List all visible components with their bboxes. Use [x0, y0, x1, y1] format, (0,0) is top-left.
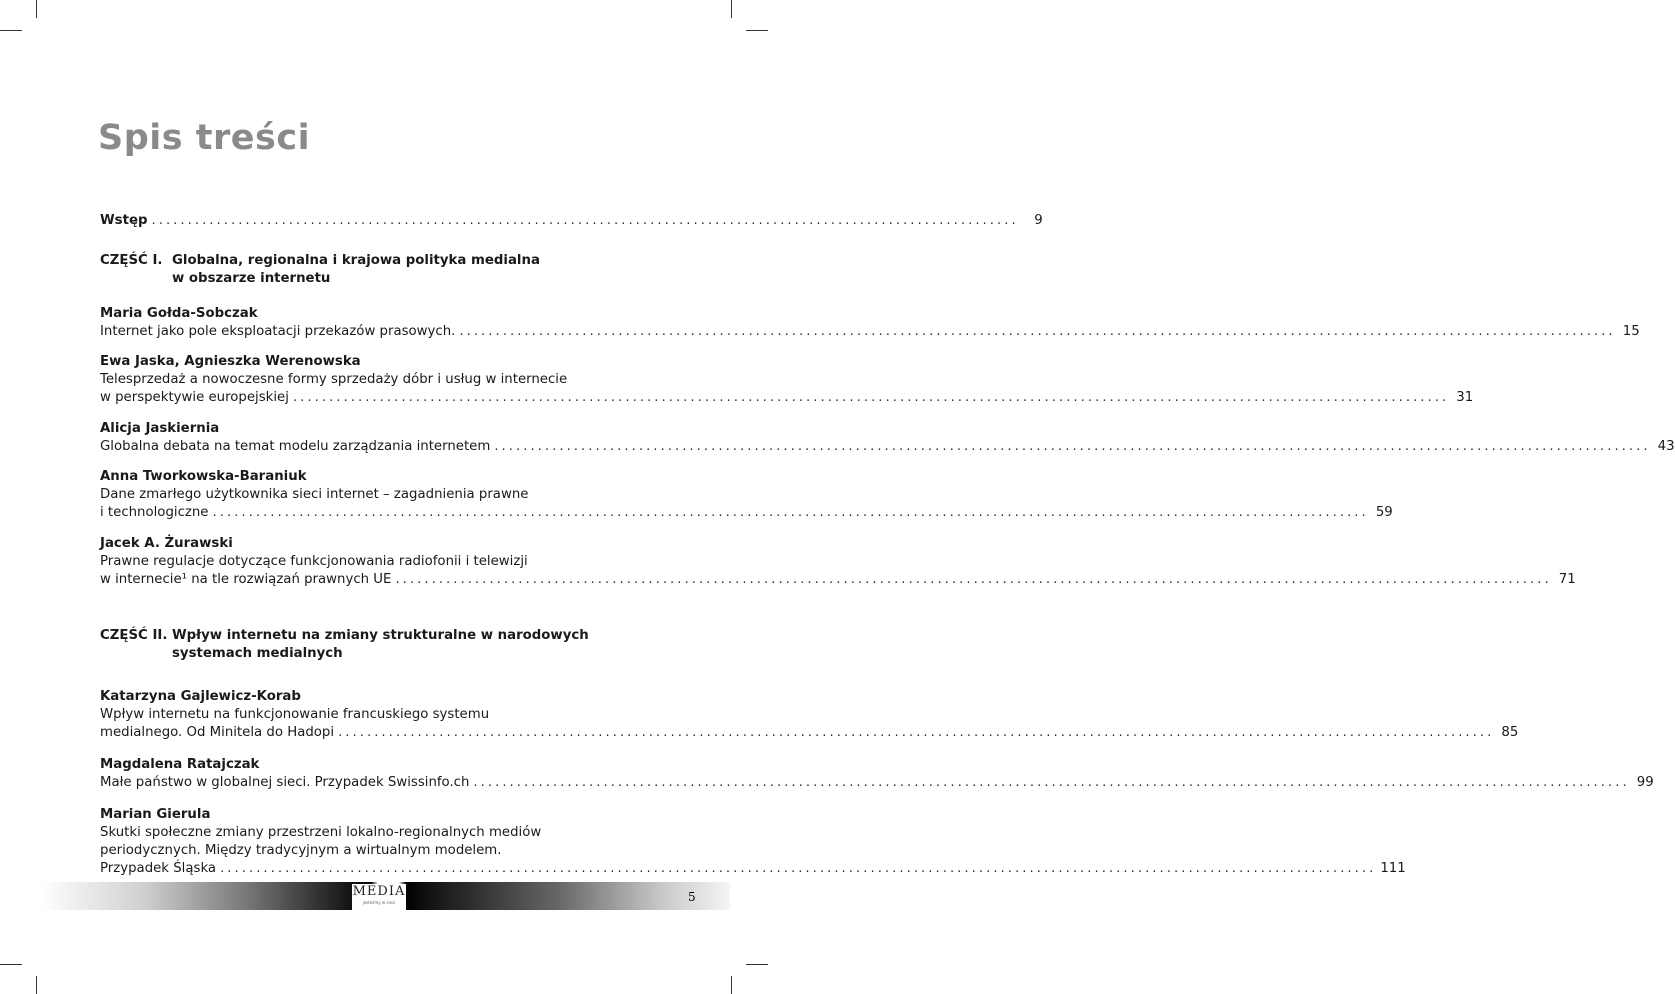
intro-label: Wstęp [100, 213, 148, 228]
page-number: 111 [1380, 861, 1406, 876]
part-heading [100, 252, 540, 288]
entry-author: Anna Tworkowska-Baraniuk [100, 469, 307, 484]
part-label: CZĘŚĆ I. [100, 253, 163, 268]
crop-mark [0, 30, 22, 31]
logo-word: MEDIA [352, 884, 406, 899]
entry-author: Maria Gołda-Sobczak [100, 306, 258, 321]
part-label: CZĘŚĆ II. [100, 628, 168, 643]
entry-author: Magdalena Ratajczak [100, 757, 260, 772]
entry-title-line: w perspektywie europejskiej [100, 390, 289, 405]
crop-mark [36, 0, 37, 18]
crop-mark [36, 976, 37, 994]
entry-title-line: Przypadek Śląska [100, 861, 217, 876]
page-number: 9 [1034, 213, 1043, 228]
leader-dots: ................................................................................................................................................................ [292, 390, 1450, 405]
crop-mark [731, 976, 732, 994]
leader-dots: ................................................................................................................................................................ [473, 775, 1630, 790]
crop-mark [0, 964, 22, 965]
page-title: Spis treści [98, 118, 311, 158]
toc-entry[interactable] [100, 305, 1640, 341]
entry-title-line: Globalna debata na temat modelu zarządzania internetem [100, 439, 491, 454]
page-number: 59 [1375, 505, 1393, 520]
leader-dots: ........................................................................................................................ [151, 213, 1019, 228]
page-number: 99 [1636, 775, 1654, 790]
entry-title-line: w internecie¹ na tle rozwiązań prawnych UE [100, 572, 392, 587]
entry-title-line: Małe państwo w globalnej sieci. Przypadek Swissinfo.ch [100, 775, 470, 790]
page-number-footer: 5 [688, 890, 696, 904]
toc-entry[interactable] [100, 806, 1406, 878]
leader-dots: ................................................................................................................................................................ [212, 505, 1369, 520]
toc-entry[interactable] [100, 353, 1474, 407]
entry-author: Jacek A. Żurawski [100, 536, 233, 551]
journal-logo [352, 884, 406, 910]
entry-title-line: i technologiczne [100, 505, 209, 520]
crop-mark [746, 964, 768, 965]
crop-mark [746, 30, 768, 31]
entry-author: Marian Gierula [100, 807, 211, 822]
toc-entry[interactable] [100, 688, 1519, 742]
toc-intro [100, 212, 1043, 230]
part-title-line: Wpływ internetu na zmiany strukturalne w narodowych [172, 628, 589, 643]
entry-title-line: Prawne regulacje dotyczące funkcjonowania radiofonii i telewizji [100, 554, 528, 569]
page-number: 85 [1501, 725, 1519, 740]
leader-dots: ................................................................................................................................................................ [459, 324, 1616, 339]
entry-title-line: Internet jako pole eksploatacji przekazów prasowych. [100, 324, 456, 339]
entry-title-line: Dane zmarłego użytkownika sieci internet – zagadnienia prawne [100, 487, 529, 502]
leader-dots: ................................................................................................................................................................ [338, 725, 1495, 740]
toc-entry[interactable] [100, 535, 1576, 589]
leader-dots: ................................................................................................................................................................ [395, 572, 1552, 587]
entry-title-line: periodycznych. Między tradycyjnym a wirtualnym modelem. [100, 843, 502, 858]
page-number: 43 [1657, 439, 1675, 454]
toc-entry[interactable] [100, 420, 1675, 456]
entry-author: Ewa Jaska, Agnieszka Werenowska [100, 354, 361, 369]
page-number: 31 [1456, 390, 1474, 405]
entry-title-line: Wpływ internetu na funkcjonowanie francuskiego systemu [100, 707, 490, 722]
crop-mark [731, 0, 732, 18]
leader-dots: ................................................................................................................................................................ [494, 439, 1651, 454]
part-title-line: Globalna, regionalna i krajowa polityka medialna [172, 253, 540, 268]
entry-title-line: Telesprzedaż a nowoczesne formy sprzedaży dóbr i usług w internecie [100, 372, 568, 387]
page-number: 71 [1558, 572, 1576, 587]
page-number: 15 [1622, 324, 1640, 339]
part-title-line: systemach medialnych [172, 646, 343, 661]
part-title-line: w obszarze internetu [172, 271, 331, 286]
entry-title-line: Skutki społeczne zmiany przestrzeni lokalno-regionalnych mediów [100, 825, 542, 840]
part-heading [100, 627, 589, 663]
leader-dots: ................................................................................................................................................................ [220, 861, 1377, 876]
entry-title-line: medialnego. Od Minitela do Hadopi [100, 725, 335, 740]
logo-subtitle: jesteśmy w sieci [362, 900, 396, 905]
toc-entry[interactable] [100, 756, 1654, 792]
entry-author: Alicja Jaskiernia [100, 421, 220, 436]
toc-entry[interactable] [100, 468, 1393, 522]
entry-author: Katarzyna Gajlewicz-Korab [100, 689, 301, 704]
